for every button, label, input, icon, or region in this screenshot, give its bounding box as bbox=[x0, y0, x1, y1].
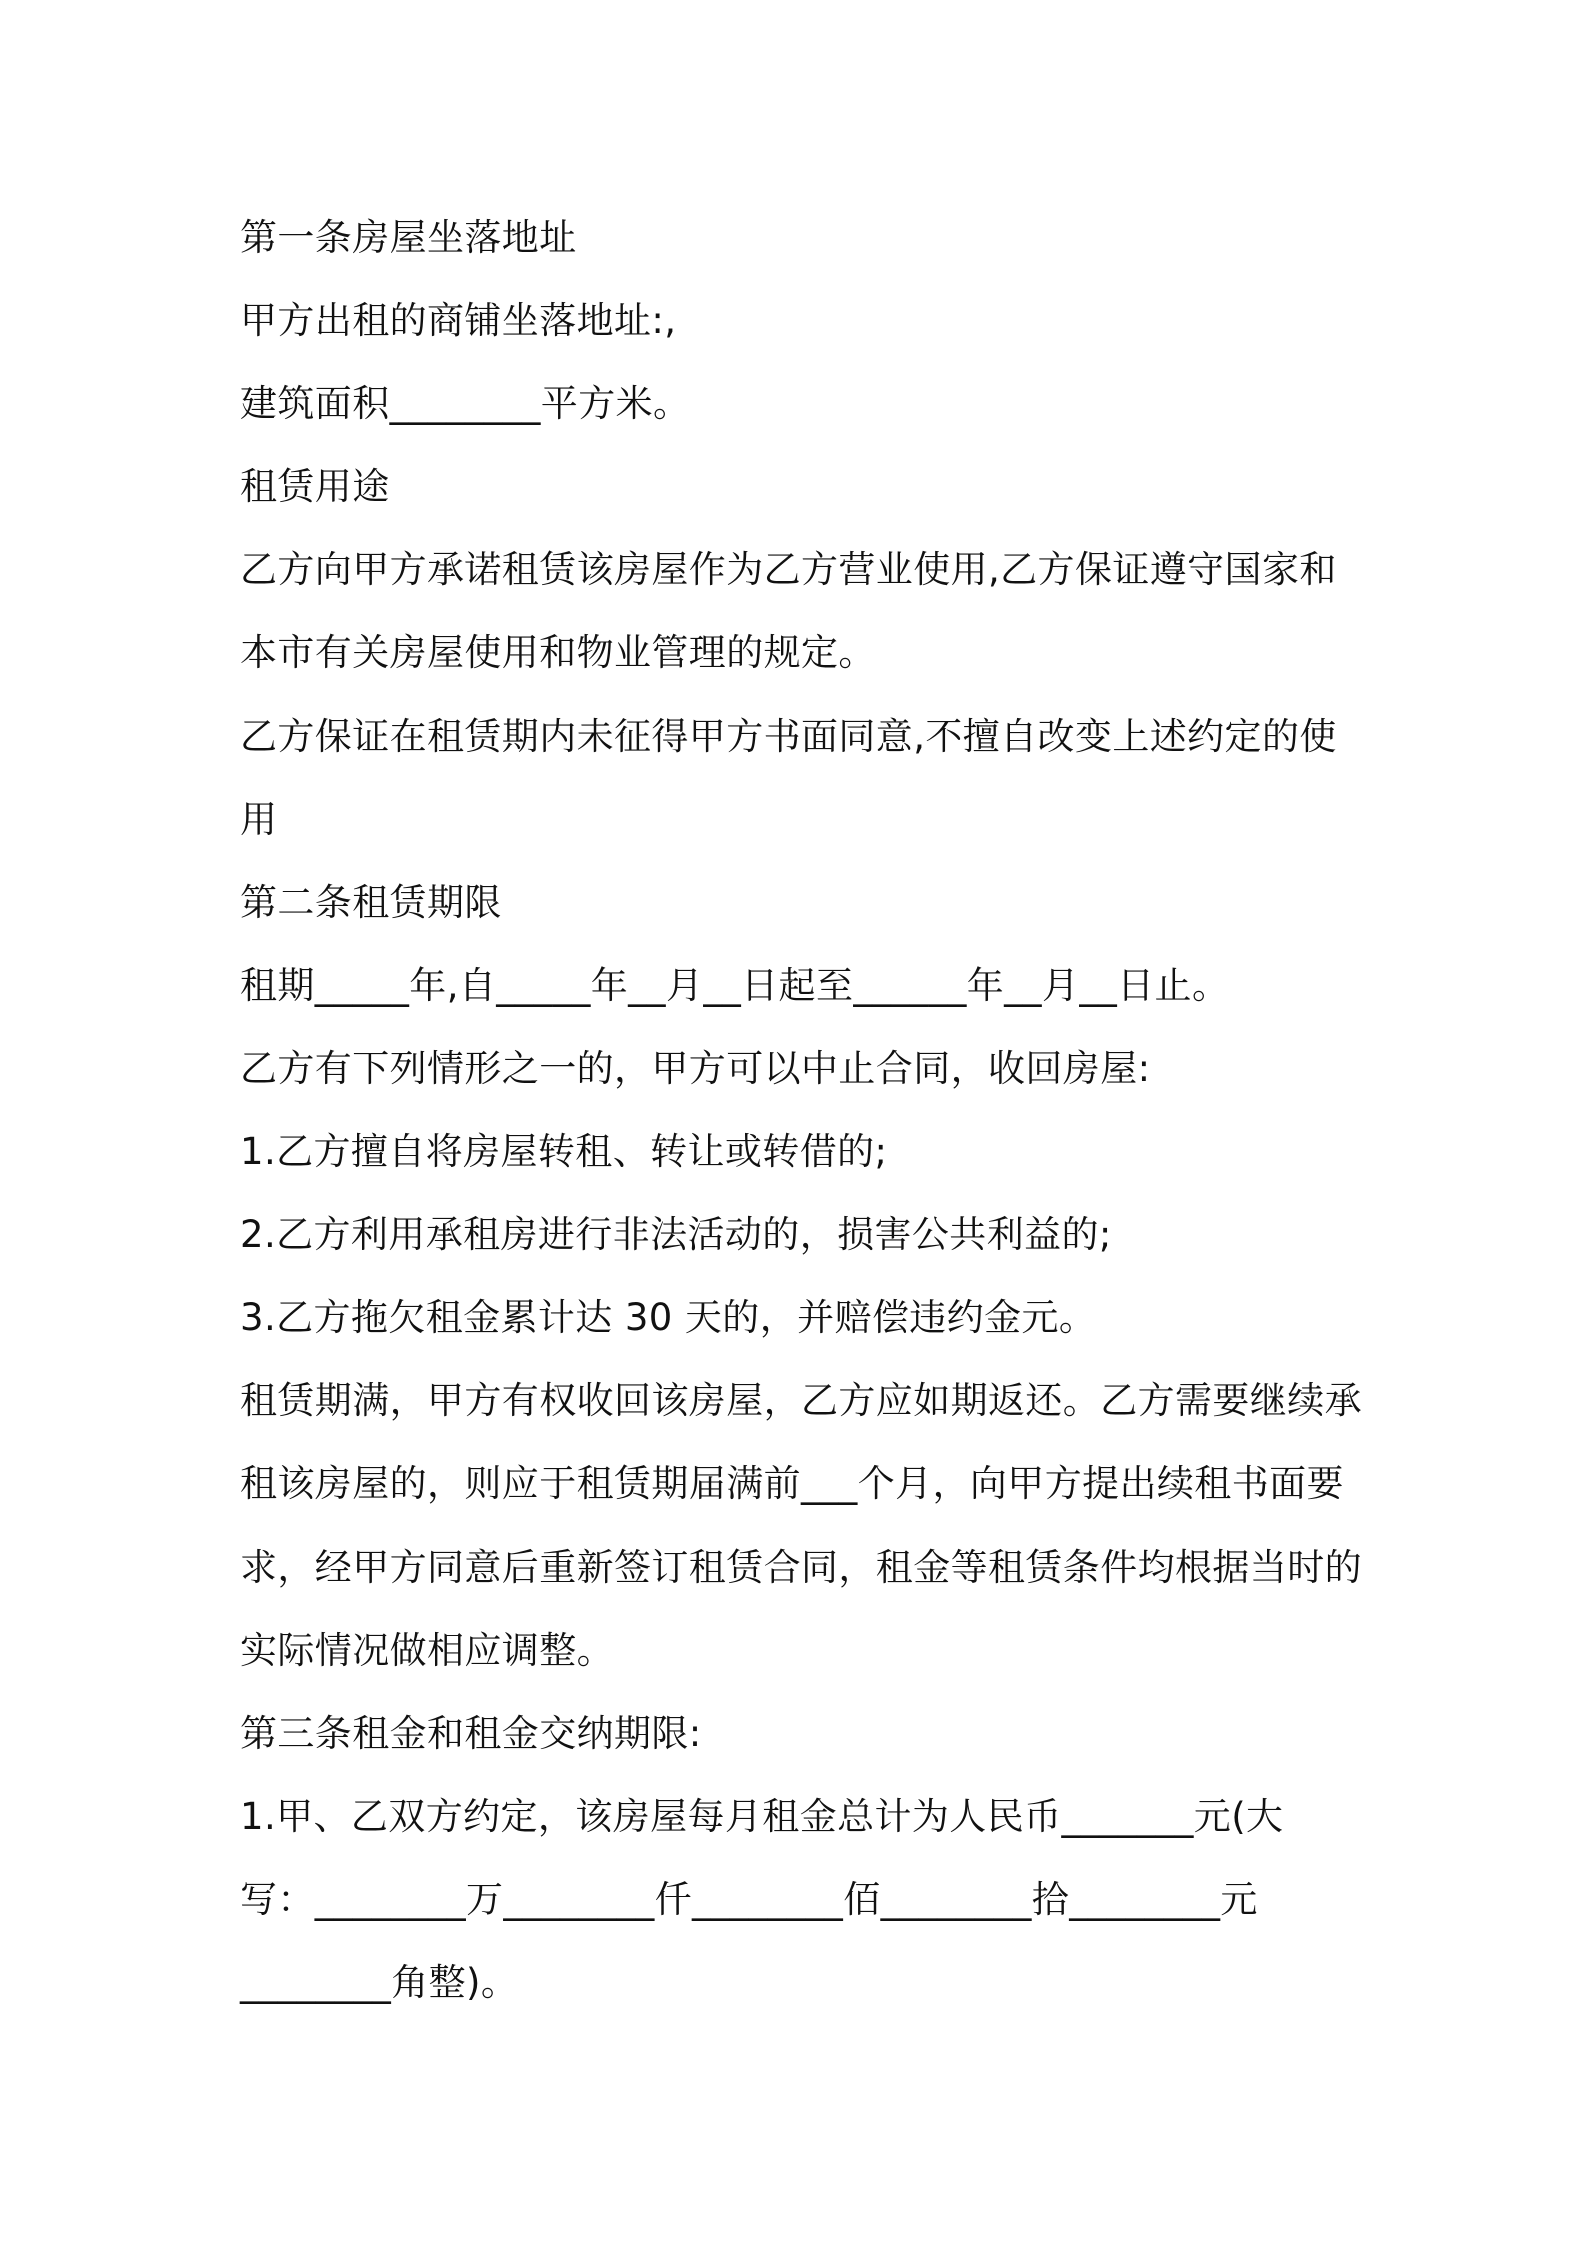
document-body bbox=[240, 196, 1360, 2024]
termination-item-2: 2.乙方利用承租房进行非法活动的，损害公共利益的; bbox=[240, 1213, 1112, 1257]
termination-item-3: 3.乙方拖欠租金累计达 30 天的，并赔偿违约金元。 bbox=[240, 1296, 1097, 1340]
purpose-guarantee-line-2: 用 bbox=[240, 797, 278, 841]
termination-item-1: 1.乙方擅自将房屋转租、转让或转借的; bbox=[240, 1130, 888, 1174]
rent-amount-line-1: 1.甲、乙双方约定，该房屋每月租金总计为人民币_______元(大 bbox=[240, 1794, 1284, 1838]
renewal-paragraph-line-4: 实际情况做相应调整。 bbox=[240, 1628, 614, 1672]
renewal-paragraph-line-1: 租赁期满，甲方有权收回该房屋，乙方应如期返还。乙方需要继续承 bbox=[240, 1379, 1362, 1423]
rent-amount-line-3: ________角整)。 bbox=[240, 1960, 519, 2004]
article-2-heading: 第二条租赁期限 bbox=[240, 880, 502, 924]
renewal-paragraph-line-3: 求，经甲方同意后重新签订租赁合同，租金等租赁条件均根据当时的 bbox=[240, 1545, 1362, 1589]
building-area-line: 建筑面积________平方米。 bbox=[240, 382, 691, 426]
lease-purpose-heading: 租赁用途 bbox=[240, 465, 390, 509]
renewal-paragraph-line-2: 租该房屋的，则应于租赁期届满前___个月，向甲方提出续租书面要 bbox=[240, 1462, 1344, 1506]
rent-amount-line-2: 写：________万________仟________佰________拾________元 bbox=[240, 1877, 1258, 1921]
lease-term-line: 租期_____年,自_____年__月__日起至______年__月__日止。 bbox=[240, 963, 1230, 1007]
article-3-heading: 第三条租金和租金交纳期限: bbox=[240, 1711, 702, 1755]
purpose-guarantee-line-1: 乙方保证在租赁期内未征得甲方书面同意,不擅自改变上述约定的使 bbox=[240, 714, 1337, 758]
purpose-paragraph-line-1: 乙方向甲方承诺租赁该房屋作为乙方营业使用,乙方保证遵守国家和 bbox=[240, 548, 1337, 592]
article-1-heading: 第一条房屋坐落地址 bbox=[240, 216, 577, 259]
shop-address-line: 甲方出租的商铺坐落地址:, bbox=[240, 299, 677, 343]
purpose-paragraph-line-2: 本市有关房屋使用和物业管理的规定。 bbox=[240, 631, 876, 675]
termination-intro-line: 乙方有下列情形之一的，甲方可以中止合同，收回房屋: bbox=[240, 1046, 1151, 1090]
